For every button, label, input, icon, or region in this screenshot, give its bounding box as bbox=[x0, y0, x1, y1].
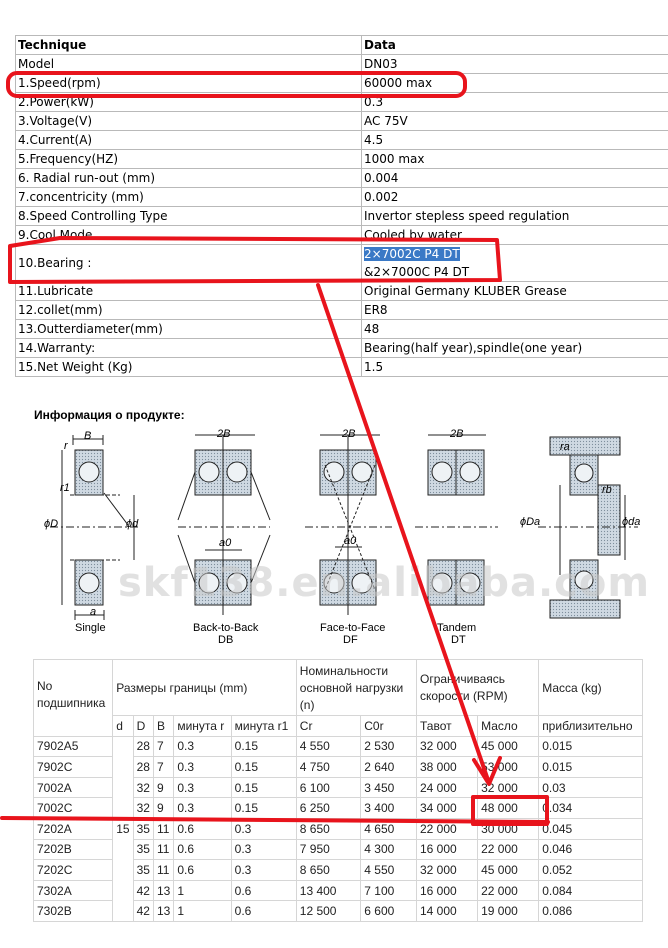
label-d: ϕd bbox=[126, 518, 139, 530]
spec-label: 11.Lubricate bbox=[16, 282, 362, 301]
spec-label: 8.Speed Controlling Type bbox=[16, 207, 362, 226]
bearing-cell: 28 bbox=[133, 736, 153, 757]
label-a0-db: a0 bbox=[219, 537, 232, 549]
bearing-cell: 12 500 bbox=[296, 901, 360, 922]
bearing-cell: 4 550 bbox=[361, 860, 417, 881]
bearing-cell: 7 bbox=[153, 757, 173, 778]
bearing-cell: 6 100 bbox=[296, 777, 360, 798]
spec-value: AC 75V bbox=[362, 112, 668, 131]
spec-value: 4.5 bbox=[362, 131, 668, 150]
bearing-cell: 0.6 bbox=[174, 860, 231, 881]
cell-bore-d: 15 bbox=[113, 736, 133, 921]
bearing-cell: 0.15 bbox=[231, 757, 296, 778]
spec-label: 4.Current(A) bbox=[16, 131, 362, 150]
spec-label: 7.concentricity (mm) bbox=[16, 188, 362, 207]
bearing-cell: 0.086 bbox=[539, 901, 643, 922]
label-r: r bbox=[64, 440, 68, 452]
bearing-cell: 0.15 bbox=[231, 777, 296, 798]
spec-value: ER8 bbox=[362, 301, 668, 320]
bearing-cell: 0.6 bbox=[231, 880, 296, 901]
bearing-cell: 11 bbox=[153, 839, 173, 860]
caption-db: DB bbox=[218, 634, 234, 646]
spec-row bbox=[16, 55, 668, 74]
sub-approx: приблизительно bbox=[539, 716, 643, 737]
spec-value: Original Germany KLUBER Grease bbox=[362, 282, 668, 301]
bearing-cell: 7202B bbox=[34, 839, 113, 860]
bearing-cell: 4 550 bbox=[296, 736, 360, 757]
bearing-cell: 53 000 bbox=[478, 757, 539, 778]
bearing-table bbox=[33, 659, 643, 922]
spec-label: 15.Net Weight (Kg) bbox=[16, 358, 362, 377]
label-rb: rb bbox=[602, 484, 612, 496]
bearing-cell: 7202C bbox=[34, 860, 113, 881]
bearing-selected-text[interactable]: 2×7002C P4 DT bbox=[364, 247, 460, 261]
bearing-cell: 28 bbox=[133, 757, 153, 778]
bearing-cell: 0.3 bbox=[231, 839, 296, 860]
bearing-cell: 7 100 bbox=[361, 880, 417, 901]
label-a0-df: a0 bbox=[344, 535, 357, 547]
bearing-cell: 32 000 bbox=[478, 777, 539, 798]
bearing-cell: 32 000 bbox=[417, 860, 478, 881]
bearing-arrangement-diagram bbox=[30, 425, 640, 655]
bearing-cell: 6 600 bbox=[361, 901, 417, 922]
label-2B-db: 2B bbox=[217, 428, 231, 440]
spec-row bbox=[16, 226, 668, 245]
header-mass: Масса (kg) bbox=[539, 660, 643, 716]
bearing-cell: 24 000 bbox=[417, 777, 478, 798]
header-dimensions: Размеры границы (mm) bbox=[113, 660, 297, 716]
bearing-cell: 16 000 bbox=[417, 880, 478, 901]
bearing-cell: 32 000 bbox=[417, 736, 478, 757]
bearing-cell: 7902A5 bbox=[34, 736, 113, 757]
bearing-cell: 14 000 bbox=[417, 901, 478, 922]
bearing-cell: 13 bbox=[153, 880, 173, 901]
bearing-cell: 4 650 bbox=[361, 818, 417, 839]
bearing-cell: 3 450 bbox=[361, 777, 417, 798]
spec-value: 48 bbox=[362, 320, 668, 339]
bearing-second-line: &2×7000C P4 DT bbox=[364, 265, 470, 279]
bearing-cell: 13 400 bbox=[296, 880, 360, 901]
sub-cr: Cr bbox=[296, 716, 360, 737]
sub-c0r: C0r bbox=[361, 716, 417, 737]
spec-value: 1.5 bbox=[362, 358, 668, 377]
bearing-cell: 7 950 bbox=[296, 839, 360, 860]
bearing-cell: 7302A bbox=[34, 880, 113, 901]
spec-row-bearing bbox=[16, 245, 668, 282]
bearing-cell: 38 000 bbox=[417, 757, 478, 778]
label-Da: ϕDa bbox=[520, 516, 541, 528]
spec-value: 0.3 bbox=[362, 93, 668, 112]
product-info-title: Информация о продукте: bbox=[34, 408, 185, 422]
bearing-cell: 9 bbox=[153, 777, 173, 798]
spec-value: DN03 bbox=[362, 55, 668, 74]
spec-row bbox=[16, 320, 668, 339]
bearing-cell: 0.3 bbox=[174, 798, 231, 819]
spec-label: 10.Bearing : bbox=[16, 245, 362, 282]
spec-value-bearing bbox=[362, 245, 668, 282]
spec-header-data: Data bbox=[362, 36, 668, 55]
spec-label: 3.Voltage(V) bbox=[16, 112, 362, 131]
spec-label: 2.Power(kW) bbox=[16, 93, 362, 112]
label-2B-dt: 2B bbox=[450, 428, 464, 440]
bearing-cell: 0.084 bbox=[539, 880, 643, 901]
bearing-cell: 1 bbox=[174, 901, 231, 922]
label-da: ϕda bbox=[622, 516, 640, 528]
bearing-cell: 7 bbox=[153, 736, 173, 757]
spec-label: 14.Warranty: bbox=[16, 339, 362, 358]
spec-value: 0.002 bbox=[362, 188, 668, 207]
bearing-cell: 35 bbox=[133, 860, 153, 881]
bearing-cell: 0.15 bbox=[231, 798, 296, 819]
caption-face-to-face: Face-to-Face bbox=[320, 622, 386, 634]
bearing-header-row bbox=[34, 660, 643, 716]
sub-grease: Тавот bbox=[417, 716, 478, 737]
spec-value: 60000 max bbox=[362, 74, 668, 93]
bearing-cell: 7002A bbox=[34, 777, 113, 798]
bearing-cell: 13 bbox=[153, 901, 173, 922]
bearing-cell: 42 bbox=[133, 901, 153, 922]
bearing-cell: 0.6 bbox=[174, 818, 231, 839]
bearing-cell: 0.034 bbox=[539, 798, 643, 819]
spec-row bbox=[16, 131, 668, 150]
caption-df: DF bbox=[343, 634, 358, 646]
spec-value: Bearing(half year),spindle(one year) bbox=[362, 339, 668, 358]
caption-tandem: Tandem bbox=[437, 622, 477, 634]
bearing-cell: 32 bbox=[133, 798, 153, 819]
sub-d: d bbox=[113, 716, 133, 737]
bearing-cell: 0.6 bbox=[174, 839, 231, 860]
spec-label: Model bbox=[16, 55, 362, 74]
spec-row bbox=[16, 358, 668, 377]
bearing-subheader-row bbox=[34, 716, 643, 737]
sub-r1: минута r1 bbox=[231, 716, 296, 737]
spec-header-technique: Technique bbox=[16, 36, 362, 55]
bearing-cell: 9 bbox=[153, 798, 173, 819]
spec-value: 1000 max bbox=[362, 150, 668, 169]
bearing-cell: 0.3 bbox=[174, 777, 231, 798]
spec-label: 13.Outterdiameter(mm) bbox=[16, 320, 362, 339]
spec-row bbox=[16, 93, 668, 112]
spec-row bbox=[16, 150, 668, 169]
bearing-cell: 11 bbox=[153, 818, 173, 839]
bearing-cell: 0.015 bbox=[539, 736, 643, 757]
bearing-cell: 0.3 bbox=[174, 757, 231, 778]
bearing-cell: 0.15 bbox=[231, 736, 296, 757]
bearing-cell: 1 bbox=[174, 880, 231, 901]
bearing-table-body bbox=[34, 736, 643, 921]
caption-single: Single bbox=[75, 622, 106, 634]
bearing-cell: 0.3 bbox=[174, 736, 231, 757]
label-B: B bbox=[84, 430, 92, 442]
bearing-cell: 4 750 bbox=[296, 757, 360, 778]
spec-row bbox=[16, 339, 668, 358]
bearing-cell: 0.6 bbox=[231, 901, 296, 922]
header-speed: Ограничиваясь скорости (RPM) bbox=[417, 660, 539, 716]
spec-label: 12.collet(mm) bbox=[16, 301, 362, 320]
bearing-cell: 16 000 bbox=[417, 839, 478, 860]
bearing-cell: 7302B bbox=[34, 901, 113, 922]
bearing-cell: 45 000 bbox=[478, 736, 539, 757]
caption-dt: DT bbox=[451, 634, 466, 646]
bearing-cell: 35 bbox=[133, 839, 153, 860]
bearing-cell: 34 000 bbox=[417, 798, 478, 819]
bearing-cell: 22 000 bbox=[478, 880, 539, 901]
spec-row bbox=[16, 112, 668, 131]
bearing-cell: 7902C bbox=[34, 757, 113, 778]
spec-label: 5.Frequency(HZ) bbox=[16, 150, 362, 169]
bearing-cell: 0.045 bbox=[539, 818, 643, 839]
sub-r: минута r bbox=[174, 716, 231, 737]
sub-B: B bbox=[153, 716, 173, 737]
label-D: ϕD bbox=[44, 518, 59, 530]
sub-oil: Масло bbox=[478, 716, 539, 737]
spec-label: 1.Speed(rpm) bbox=[16, 74, 362, 93]
label-2B-df: 2B bbox=[342, 428, 356, 440]
spec-value: Cooled by water bbox=[362, 226, 668, 245]
bearing-cell: 32 bbox=[133, 777, 153, 798]
label-a: a bbox=[90, 606, 97, 618]
label-ra: ra bbox=[560, 441, 570, 453]
spec-header-row bbox=[16, 36, 668, 55]
bearing-cell: 3 400 bbox=[361, 798, 417, 819]
bearing-cell: 8 650 bbox=[296, 818, 360, 839]
bearing-cell: 11 bbox=[153, 860, 173, 881]
bearing-row bbox=[34, 736, 643, 757]
bearing-cell: 0.015 bbox=[539, 757, 643, 778]
bearing-cell: 2 530 bbox=[361, 736, 417, 757]
spec-row bbox=[16, 74, 668, 93]
header-bearing-no: No подшипника bbox=[34, 660, 113, 737]
spec-row bbox=[16, 169, 668, 188]
spec-row bbox=[16, 301, 668, 320]
caption-back-to-back: Back-to-Back bbox=[193, 622, 259, 634]
spec-row bbox=[16, 207, 668, 226]
bearing-cell: 22 000 bbox=[417, 818, 478, 839]
header-load: Номинальности основной нагрузки (n) bbox=[296, 660, 416, 716]
spec-table bbox=[15, 35, 668, 377]
bearing-cell: 0.03 bbox=[539, 777, 643, 798]
bearing-cell: 42 bbox=[133, 880, 153, 901]
bearing-cell: 0.046 bbox=[539, 839, 643, 860]
bearing-cell: 0.3 bbox=[231, 818, 296, 839]
spec-row bbox=[16, 282, 668, 301]
bearing-cell: 19 000 bbox=[478, 901, 539, 922]
bearing-cell: 35 bbox=[133, 818, 153, 839]
bearing-cell: 7202A bbox=[34, 818, 113, 839]
bearing-cell: 2 640 bbox=[361, 757, 417, 778]
sub-D: D bbox=[133, 716, 153, 737]
label-r1: r1 bbox=[60, 482, 70, 494]
bearing-cell: 4 300 bbox=[361, 839, 417, 860]
bearing-cell: 6 250 bbox=[296, 798, 360, 819]
spec-label: 6. Radial run-out (mm) bbox=[16, 169, 362, 188]
spec-label: 9.Cool Mode bbox=[16, 226, 362, 245]
bearing-cell: 22 000 bbox=[478, 839, 539, 860]
bearing-cell: 0.3 bbox=[231, 860, 296, 881]
spec-row bbox=[16, 188, 668, 207]
bearing-cell: 7002C bbox=[34, 798, 113, 819]
spec-value: Invertor stepless speed regulation bbox=[362, 207, 668, 226]
bearing-cell: 0.052 bbox=[539, 860, 643, 881]
bearing-cell: 30 000 bbox=[478, 818, 539, 839]
spec-value: 0.004 bbox=[362, 169, 668, 188]
bearing-cell: 45 000 bbox=[478, 860, 539, 881]
bearing-cell: 8 650 bbox=[296, 860, 360, 881]
bearing-cell: 48 000 bbox=[478, 798, 539, 819]
watermark-text: skf138.en.alibaba.com bbox=[118, 560, 651, 606]
